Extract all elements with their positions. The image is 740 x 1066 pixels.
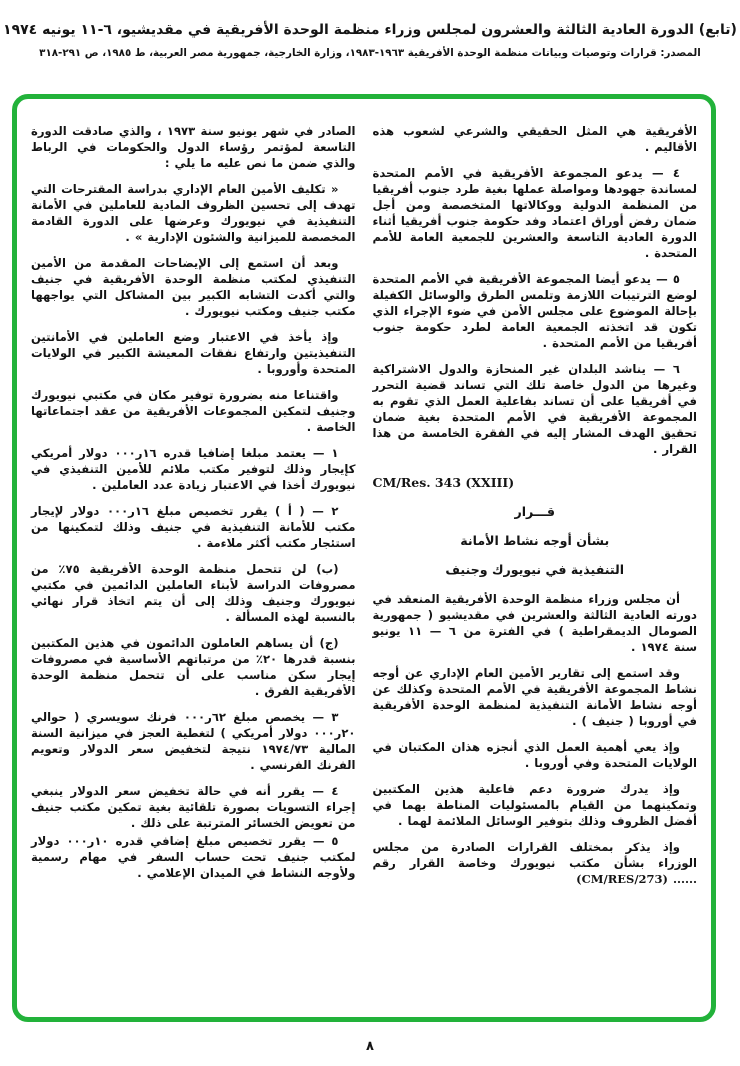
column-right [373,123,698,1003]
paragraph: ٥ — يقرر تخصيص مبلغ إضافي قدره ١٠ر٠٠٠ دولار لمكتب جنيف تحت حساب السفر في مهام رسمية ولأوجه النشاط في الميدان الإعلامي . [31,834,356,880]
paragraph: وإذ يعي أهمية العمل الذي أنجزه هذان المكتبان في الولايات المتحدة وفي أوروبا . [372,740,697,770]
page-header [0,0,740,59]
paragraph: ٤ — يدعو المجموعة الأفريقية في الأمم المتحدة لمساندة جهودها ومواصلة عملها بغية طرد جنوب أفريقيا من المنظمة الدولية ووكالاتها المتخصصة ومن أجل ضمان رفض أوراق اعتماد وفد حكومة جنوب أفريقيا أثناء الدورة العادية التاسعة والعشرين للجمعية العامة للأمم المتحدة . [372,166,697,260]
paragraph: ٦ — يناشد البلدان غير المنحازة والدول الاشتراكية وغيرها من الدول خاصة تلك التي تساند قضية التحرر في أفريقيا على أن تساند بفاعلية العمل الذي تقوم به المجموعة الأفريقية في الأمم المتحدة بغية ضمان تحقيق الهدف المشار إليه في الفقرة الخامسة من هذا القرار . [372,362,697,456]
paragraph: ١ — يعتمد مبلغا إضافيا قدره ١٦ر٠٠٠ دولار أمريكي كإيجار وذلك لتوفير مكتب ملائم للأمين التنفيذي في نيويورك أخذا في الاعتبار زيادة عدد العاملين . [31,446,356,492]
paragraph: ٤ — يقرر أنه في حالة تخفيض سعر الدولار ينبغي إجراء التسويات بصورة تلقائية بغية تمكين مكتب جنيف من تعويض الخسائر المترتبة على ذلك . [31,784,356,830]
paragraph: واقتناعا منه بضرورة توفير مكان في مكتبي نيويورك وجنيف لتمكين المجموعات الأفريقية من عقد اجتماعاتها الخاصة . [31,388,356,434]
session-title: (تابع) الدورة العادية الثالثة والعشرون لمجلس وزراء منظمة الوحدة الأفريقية في مقديشيو، ٦-١١ يونيه ١٩٧٤ [3,22,737,38]
resolution-title-line: التنفيذية في نيويورك وجنيف [445,562,625,577]
paragraph: وبعد أن استمع إلى الإيضاحات المقدمة من الأمين التنفيذي لمكتب منظمة الوحدة الأفريقية في جنيف والتي أكدت التشابه الكبير بين المشاكل التي يواجهها مكتب جنيف ومكتب نيويورك . [31,256,356,318]
paragraph: وقد استمع إلى تقارير الأمين العام الإداري عن أوجه نشاط المجموعة الأفريقية في الأمم المتحدة وكذلك عن أوجه نشاط الأمانة التنفيذية لمنظمة الوحدة الأفريقية في أوروبا ( جنيف ) . [372,666,697,728]
paragraph: ٥ — يدعو أيضا المجموعة الأفريقية في الأمم المتحدة لوضع الترتيبات اللازمة وتلمس الطرق والوسائل الكفيلة بإحالة الموضوع على مجلس الأمن في ضوء الإجراء الذي تكون قد اتخذته الجمعية العامة لطرد حكومة جنوب أفريقيا من الأمم المتحدة . [372,272,697,350]
resolution-title [373,504,698,577]
paragraph: الأفريقية هي المثل الحقيقي والشرعي لشعوب هذه الأقاليم . [372,124,697,154]
resolution-title-line: قـــرار [514,504,556,519]
paragraph-text: وإذ يذكر بمختلف القرارات الصادرة من مجلس الوزراء بشأن مكتب نيويورك وخاصة القرار رقم [372,840,697,870]
page-number: ٨ [366,1039,374,1054]
two-column-layout [31,123,697,1003]
paragraph [373,839,698,887]
resolution-title-line: بشأن أوجه نشاط الأمانة [460,533,610,548]
paragraph: (ج) أن يساهم العاملون الدائمون في هذين المكتبين بنسبة قدرها ٢٠٪ من مرتباتهم الأساسية في مصروفات إيجار سكن مناسب على أن تتحمل منظمة الوحدة الأفريقية الفرق . [31,636,356,698]
resolution-reference: CM/Res. 343 (XXIII) [372,475,515,490]
paragraph: ٣ — يخصص مبلغ ٦٢ر٠٠٠ فرنك سويسري ( حوالي ٢٠ر٠٠٠ دولار أمريكي ) لتغطية العجز في ميزانية السنة المالية ١٩٧٤/٧٣ نتيجة لتخفيض سعر الدولار وتعويم الفرنك الفرنسي . [31,710,356,772]
source-citation: المصدر: قرارات وتوصيات وبيانات منظمة الوحدة الأفريقية ١٩٦٣-١٩٨٣، وزارة الخارجية، جمهورية مصر العربية، ط ١٩٨٥، ص ٢٩١-٣١٨ [39,47,701,59]
green-border-frame [12,94,716,1022]
paragraph: أن مجلس وزراء منظمة الوحدة الأفريقية المنعقد في دورته العادية الثالثة والعشرين في مقديشيو ( جمهورية الصومال الديمقراطية ) في الفترة من ٦ — ١١ يونيو سنة ١٩٧٤ . [372,592,698,654]
paragraph: « تكليف الأمين العام الإداري بدراسة المقترحات التي تهدف إلى تحسين الظروف المادية للعاملين في الأمانة التنفيذية في نيويورك وعرضها على الدورة القادمة المخصصة للميزانية والشئون الإدارية » . [31,182,356,244]
paragraph: وإذ يدرك ضرورة دعم فاعلية هذين المكتبين وتمكينهما من القيام بالمسئوليات المناطة بهما في أفضل الظروف وذلك بتوفير الوسائل الملائمة لهما . [372,782,697,828]
paragraph: الصادر في شهر يونيو سنة ١٩٧٣ ، والذي صادقت الدورة التاسعة لمؤتمر رؤساء الدول والحكومات في الرباط والذي ضمن ما نص عليه ما يلي : [31,124,356,170]
resolution-number-reference: (CM/RES/273) ...... [576,872,697,886]
paragraph: (ب) لن تتحمل منظمة الوحدة الأفريقية ٧٥٪ من مصروفات الدراسة لأبناء العاملين الدائمين في مكتبي نيويورك وجنيف وذلك إلى أن يتم اتخاذ قرار نهائي بالنسبة لهذه المسألة . [31,562,356,624]
paragraph: وإذ يأخذ في الاعتبار وضع العاملين في الأمانتين التنفيذيتين وارتفاع نفقات المعيشة الكبير في الولايات المتحدة وأوروبا . [31,330,356,376]
paragraph: ٢ — ( أ ) يقرر تخصيص مبلغ ١٦ر٠٠٠ دولار لإيجار مكتب للأمانة التنفيذية في جنيف وذلك لتمكينها من استئجار مكتب أكثر ملاءمة . [31,504,356,550]
column-left [31,123,356,1003]
